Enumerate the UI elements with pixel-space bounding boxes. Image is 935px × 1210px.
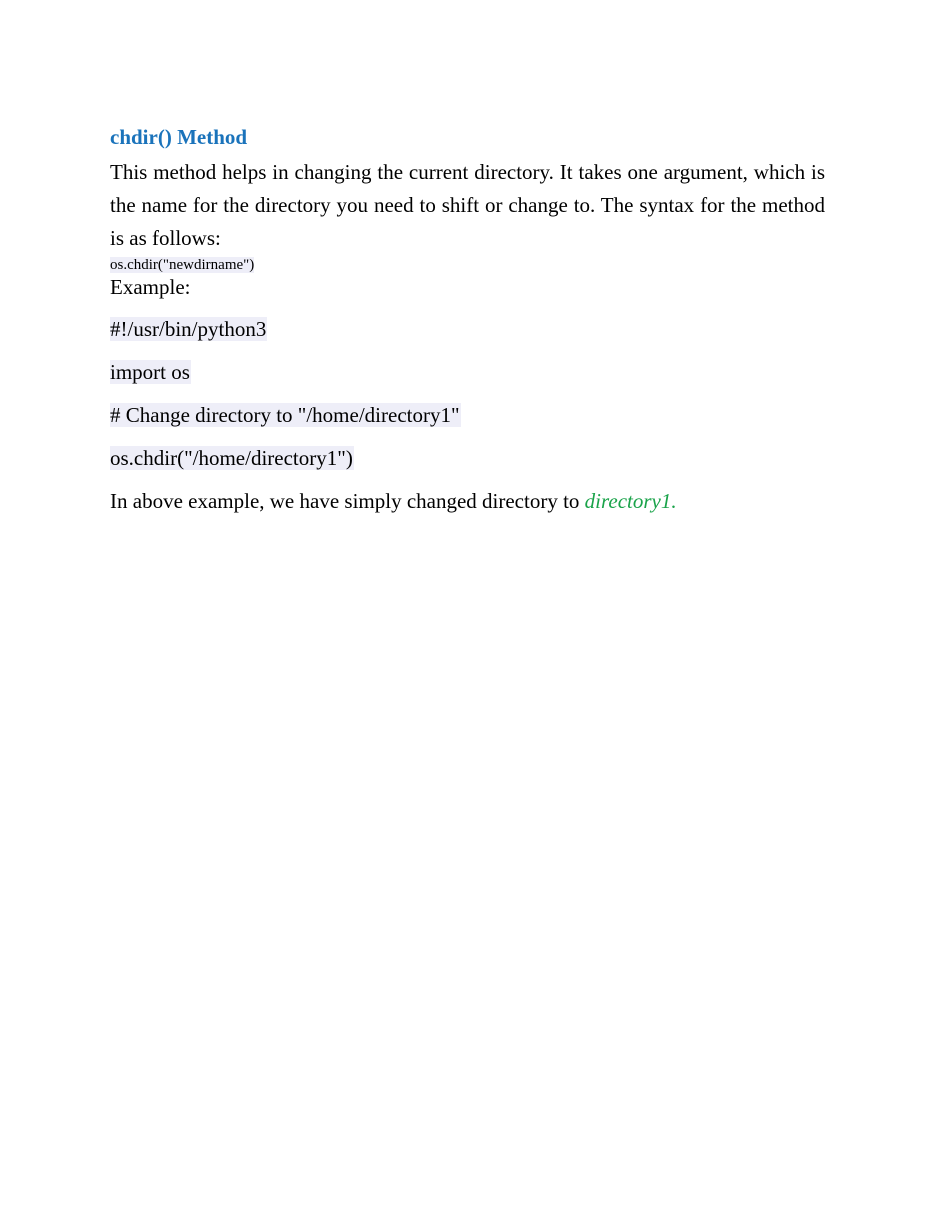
code-line-comment bbox=[110, 403, 825, 427]
code-text: # Change directory to "/home/directory1" bbox=[110, 403, 460, 427]
closing-text: In above example, we have simply changed directory to bbox=[110, 489, 585, 513]
code-text: #!/usr/bin/python3 bbox=[110, 317, 267, 341]
closing-paragraph bbox=[110, 489, 825, 513]
code-line-shebang bbox=[110, 317, 825, 341]
section-heading: chdir() Method bbox=[110, 125, 248, 149]
syntax-line bbox=[110, 255, 825, 275]
code-text: os.chdir("/home/directory1") bbox=[110, 446, 353, 470]
document-page bbox=[110, 122, 825, 513]
closing-highlight: directory1. bbox=[584, 489, 677, 513]
syntax-code: os.chdir("newdirname") bbox=[110, 257, 255, 273]
code-text: import os bbox=[110, 360, 190, 384]
code-line-import bbox=[110, 360, 825, 384]
code-line-chdir bbox=[110, 446, 825, 470]
example-label: Example: bbox=[110, 275, 191, 299]
intro-paragraph: This method helps in changing the current directory. It takes one argument, which is the name for the directory you need to shift or change to. The syntax for the method is as follows: bbox=[110, 160, 825, 250]
